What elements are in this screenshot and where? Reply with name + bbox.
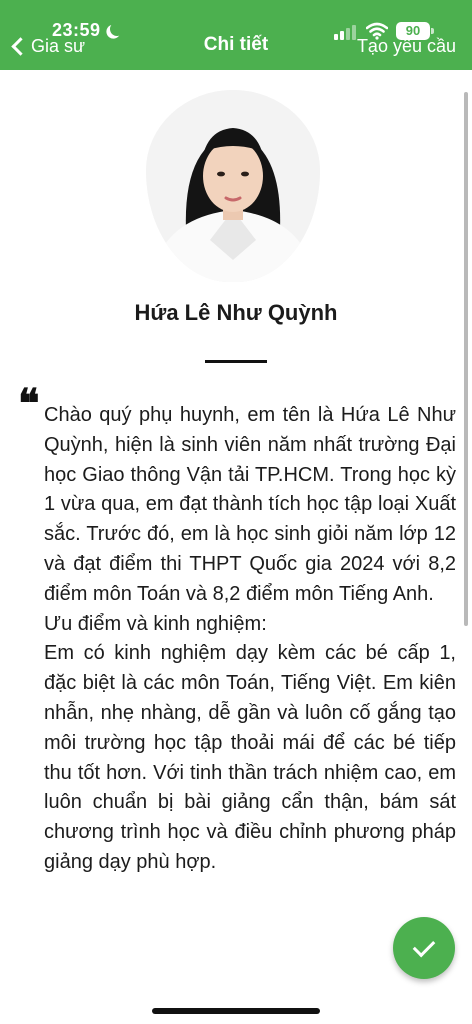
confirm-button[interactable]: [393, 917, 455, 979]
battery-indicator: 90: [396, 22, 430, 40]
top-bar: [0, 0, 472, 70]
create-request-button[interactable]: Tạo yêu cầu: [356, 36, 456, 56]
scrollbar[interactable]: [464, 92, 468, 626]
check-icon: [413, 934, 436, 957]
name-divider: [205, 360, 267, 363]
bio-paragraph: Em có kinh nghiệm dạy kèm các bé cấp 1, đặc biệt là các môn Toán, Tiếng Việt. Em kiên nhẫn, nhẹ nhàng, dễ gần và luôn cố gắng tạo môi trường học tập thoải mái để các bé tiếp thu tốt hơn. Với tinh thần trách nhiệm cao, em luôn chuẩn bị bài giảng cẩn thận, bám sát chương trình học và điều chỉnh phương pháp giảng dạy phù hợp.: [44, 642, 456, 873]
tutor-avatar: [146, 90, 320, 282]
tutor-bio: [44, 401, 456, 878]
bio-heading: Ưu điểm và kinh nghiệm:: [44, 612, 267, 635]
page-title: Chi tiết: [203, 34, 269, 55]
tutor-name: Hứa Lê Như Quỳnh: [134, 300, 338, 325]
quote-icon: ❝: [18, 380, 40, 427]
status-time: 23:59: [52, 20, 101, 40]
home-indicator: [152, 1008, 320, 1014]
back-label: Gia sư: [31, 35, 86, 56]
bio-paragraph: Chào quý phụ huynh, em tên là Hứa Lê Như Quỳnh, hiện là sinh viên năm nhất trường Đại học Giao thông Vận tải TP.HCM. Trong học kỳ 1 vừa qua, em đạt thành tích học tập loại Xuất sắc. Trước đó, em là học sinh giỏi năm lớp 12 và đạt điểm thi THPT Quốc gia 2024 với 8,2 điểm môn Toán và 8,2 điểm môn Tiếng Anh.: [44, 404, 456, 605]
